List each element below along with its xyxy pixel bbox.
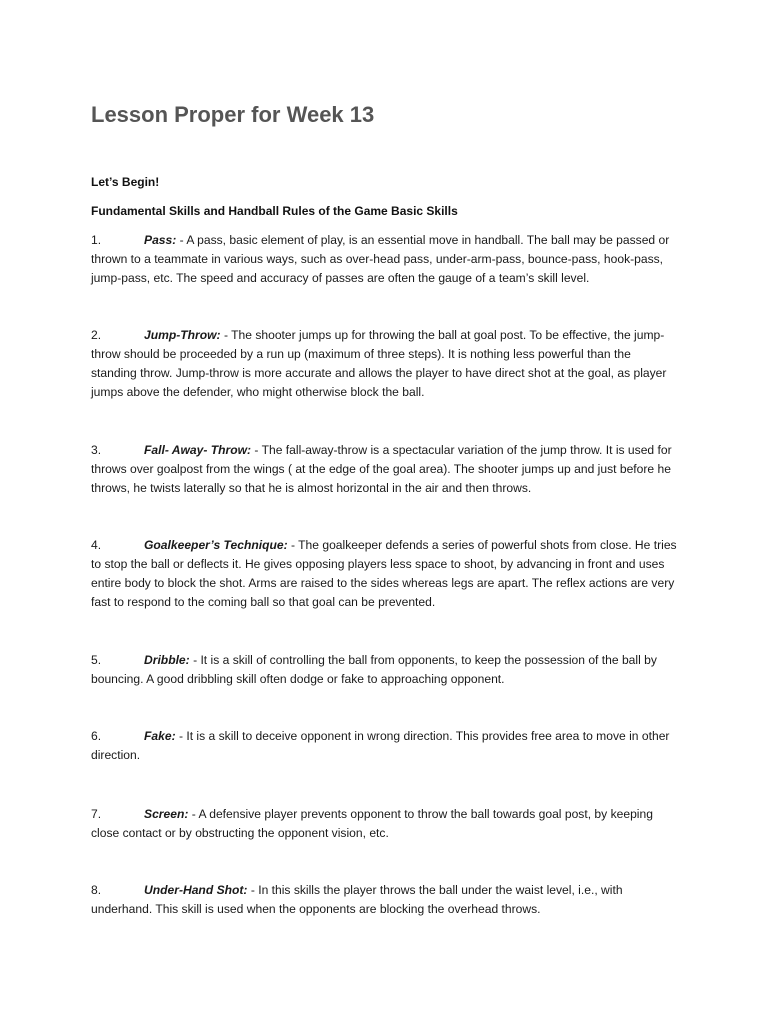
- item-number: 5.: [91, 653, 102, 667]
- item-term: Pass:: [144, 233, 177, 247]
- skill-item-fall-away-throw: [91, 441, 677, 498]
- item-description: - The shooter jumps up for throwing the ball at goal post. To be effective, the jump- throw should be proceeded by a run up (maximum of three steps). It is nothing less powerful than the standing throw. Jump-throw is more accurate and allows the player to have direct shot at the goal, as player jumps above the defender, who might otherwise block the ball.: [91, 328, 667, 399]
- section-heading: Fundamental Skills and Handball Rules of the Game Basic Skills: [91, 204, 458, 218]
- item-term: Goalkeeper’s Technique:: [144, 538, 288, 552]
- item-term: Screen:: [144, 807, 189, 821]
- skill-item-goalkeeper-technique: [91, 536, 677, 612]
- item-term: Fake:: [144, 729, 176, 743]
- item-description: - The goalkeeper defends a series of powerful shots from close. He tries to stop the ball or deflects it. He gives opposing players less space to shoot, by advancing in front and uses entire body to block the shot. Arms are raised to the sides whereas legs are apart. The reflex actions are very fast to respond to the coming ball so that goal can be prevented.: [91, 538, 677, 609]
- skill-item-dribble: [91, 651, 677, 689]
- skill-item-pass: [91, 231, 677, 288]
- item-number: 7.: [91, 807, 102, 821]
- item-description: - It is a skill to deceive opponent in wrong direction. This provides free area to move in other direction.: [91, 729, 670, 762]
- item-term: Fall- Away- Throw:: [144, 443, 252, 457]
- item-description: - The fall-away-throw is a spectacular variation of the jump throw. It is used for throws over goalpost from the wings ( at the edge of the goal area). The shooter jumps up and just before he throws, he twists laterally so that he is almost horizontal in the air and then throws.: [91, 443, 672, 495]
- item-number: 3.: [91, 443, 102, 457]
- item-number: 4.: [91, 538, 102, 552]
- item-description: - In this skills the player throws the ball under the waist level, i.e., with underhand. This skill is used when the opponents are blocking the overhead throws.: [91, 883, 623, 916]
- item-description: - It is a skill of controlling the ball from opponents, to keep the possession of the ball by bouncing. A good dribbling skill often dodge or fake to approaching opponent.: [91, 653, 657, 686]
- item-number: 8.: [91, 883, 102, 897]
- item-description: - A defensive player prevents opponent to throw the ball towards goal post, by keeping close contact or by obstructing the opponent vision, etc.: [91, 807, 653, 840]
- item-number: 1.: [91, 233, 102, 247]
- item-description: - A pass, basic element of play, is an essential move in handball. The ball may be passed or thrown to a teammate in various ways, such as over-head pass, under-arm-pass, bounce-pass, hook-pass, jump-pass, etc. The speed and accuracy of passes are often the gauge of a team’s skill level.: [91, 233, 670, 285]
- skill-item-screen: [91, 805, 677, 843]
- item-term: Dribble:: [144, 653, 190, 667]
- intro-text: Let’s Begin!: [91, 175, 160, 189]
- item-term: Under-Hand Shot:: [144, 883, 248, 897]
- skill-item-jump-throw: [91, 326, 677, 402]
- skill-item-under-hand-shot: [91, 881, 677, 919]
- item-term: Jump-Throw:: [144, 328, 221, 342]
- item-number: 6.: [91, 729, 102, 743]
- skill-item-fake: [91, 727, 677, 765]
- page-title: Lesson Proper for Week 13: [91, 102, 375, 127]
- item-number: 2.: [91, 328, 102, 342]
